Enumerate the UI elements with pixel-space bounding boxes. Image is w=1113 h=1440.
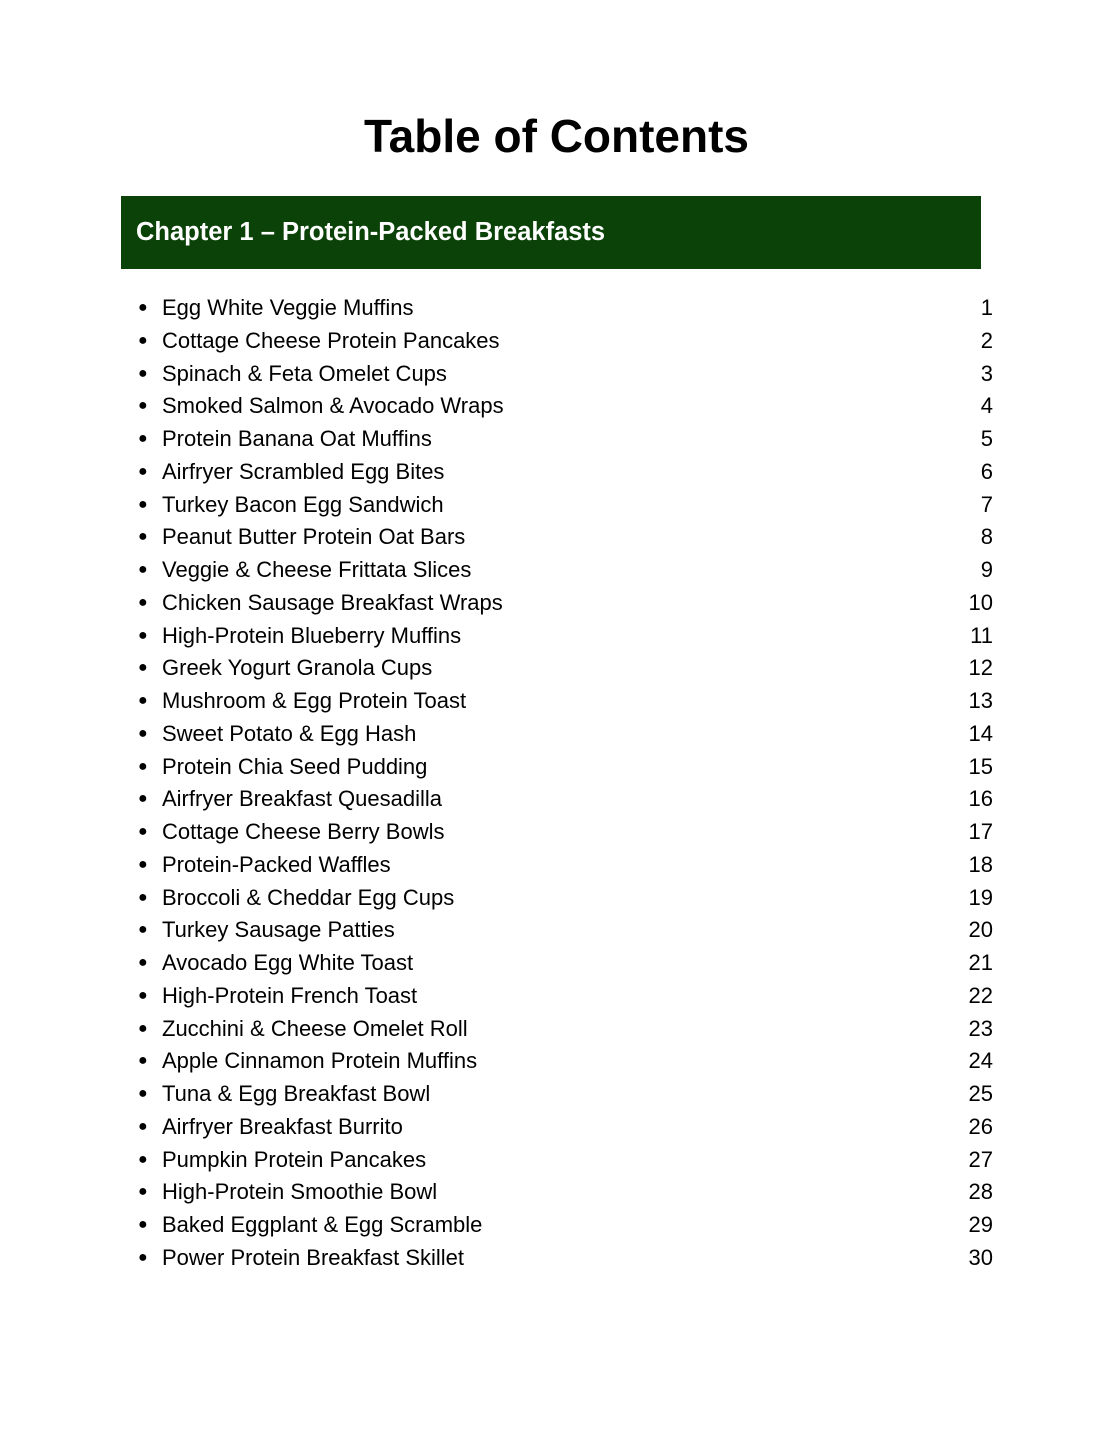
toc-entry[interactable] (134, 489, 996, 522)
toc-entry[interactable] (134, 358, 996, 391)
toc-entry[interactable] (134, 751, 996, 784)
toc-entry-page-number: 27 (968, 1146, 993, 1172)
toc-entry-page-number: 29 (968, 1212, 993, 1237)
toc-entry-page-number: 5 (980, 426, 993, 451)
toc-entry[interactable] (134, 423, 996, 456)
toc-entry-title: Tuna & Egg Breakfast Bowl (162, 1081, 431, 1106)
toc-entry[interactable] (134, 783, 996, 816)
toc-entry-title: Baked Eggplant & Egg Scramble (162, 1212, 483, 1237)
bullet-icon: ● (138, 1248, 148, 1266)
bullet-icon: ● (138, 626, 148, 644)
toc-entry[interactable] (134, 521, 996, 554)
toc-entry-title: Broccoli & Cheddar Egg Cups (162, 884, 455, 910)
toc-entry-title: Airfryer Breakfast Burrito (162, 1113, 403, 1139)
bullet-icon: ● (138, 1052, 148, 1070)
toc-entry[interactable] (134, 456, 996, 489)
bullet-icon: ● (138, 659, 148, 677)
bullet-icon: ● (138, 1216, 148, 1233)
toc-entry[interactable] (134, 849, 996, 882)
toc-entry-title: Protein-Packed Waffles (162, 851, 391, 877)
toc-entry[interactable] (134, 1209, 996, 1242)
toc-entry-title: Cottage Cheese Protein Pancakes (162, 327, 500, 353)
toc-entry-page-number: 22 (968, 982, 993, 1008)
bullet-icon: ● (138, 724, 148, 742)
bullet-icon: ● (138, 1183, 148, 1201)
toc-entry-title: Turkey Sausage Patties (162, 917, 395, 943)
toc-entry[interactable] (134, 325, 996, 358)
toc-entry-page-number: 2 (980, 327, 993, 353)
toc-entry[interactable] (134, 1013, 996, 1046)
bullet-icon: ● (138, 462, 148, 480)
toc-entry-page-number: 6 (980, 458, 993, 484)
page-title: Table of Contents (363, 110, 750, 162)
bullet-icon: ● (138, 1019, 148, 1037)
bullet-icon: ● (138, 528, 148, 546)
toc-entry-title: Protein Chia Seed Pudding (162, 753, 428, 779)
toc-entry-title: Chicken Sausage Breakfast Wraps (162, 589, 503, 615)
bullet-icon: ● (138, 692, 148, 709)
toc-entry-page-number: 16 (968, 786, 993, 812)
toc-entry-title: High-Protein Smoothie Bowl (162, 1179, 438, 1205)
toc-entry-page-number: 28 (968, 1179, 993, 1205)
toc-entry[interactable] (134, 1111, 996, 1144)
bullet-icon: ● (138, 823, 148, 840)
toc-entry-title: Apple Cinnamon Protein Muffins (162, 1048, 478, 1074)
toc-entry[interactable] (134, 1144, 996, 1177)
toc-entry[interactable] (134, 947, 996, 980)
toc-entry-page-number: 23 (968, 1015, 993, 1041)
toc-entry-title: Sweet Potato & Egg Hash (162, 720, 417, 746)
bullet-icon: ● (138, 921, 148, 939)
toc-entry[interactable] (134, 882, 996, 915)
toc-entry-page-number: 30 (968, 1244, 993, 1270)
toc-entry-page-number: 3 (980, 360, 993, 386)
toc-entry-page-number: 11 (970, 622, 993, 648)
bullet-icon: ● (138, 299, 148, 316)
toc-entry-page-number: 14 (968, 720, 993, 746)
toc-entry-title: Airfryer Breakfast Quesadilla (162, 786, 442, 812)
bullet-icon: ● (138, 430, 148, 447)
toc-entry[interactable] (134, 554, 996, 587)
toc-entry-title: Veggie & Cheese Frittata Slices (162, 557, 472, 582)
toc-entry[interactable] (134, 587, 996, 620)
toc-entry-title: Peanut Butter Protein Oat Bars (162, 524, 466, 550)
chapter-title: Chapter 1 – Protein-Packed Breakfasts (136, 218, 606, 246)
toc-entry[interactable] (134, 718, 996, 751)
toc-entry[interactable] (134, 1078, 996, 1111)
toc-entry[interactable] (134, 1242, 996, 1275)
toc-entry-title: Mushroom & Egg Protein Toast (162, 688, 467, 713)
toc-list (134, 292, 996, 1275)
toc-entry-title: High-Protein French Toast (162, 982, 418, 1008)
bullet-icon: ● (138, 757, 148, 775)
bullet-icon: ● (138, 331, 148, 349)
bullet-icon: ● (138, 495, 148, 513)
bullet-icon: ● (138, 986, 148, 1004)
toc-entry-title: Greek Yogurt Granola Cups (162, 655, 433, 681)
toc-entry-page-number: 24 (968, 1048, 993, 1074)
bullet-icon: ● (138, 1117, 148, 1135)
toc-entry-page-number: 26 (968, 1113, 993, 1139)
bullet-icon: ● (138, 888, 148, 906)
toc-entry-page-number: 18 (968, 851, 993, 877)
toc-entry-page-number: 8 (980, 524, 993, 550)
bullet-icon: ● (138, 364, 148, 382)
toc-entry[interactable] (134, 1045, 996, 1078)
toc-entry[interactable] (134, 292, 996, 325)
toc-entry[interactable] (134, 980, 996, 1013)
toc-entry[interactable] (134, 1176, 996, 1209)
bullet-icon: ● (138, 1085, 148, 1102)
toc-entry-page-number: 1 (980, 295, 993, 320)
chapter-banner (121, 196, 981, 269)
toc-entry-title: Smoked Salmon & Avocado Wraps (162, 393, 504, 419)
toc-entry-title: Power Protein Breakfast Skillet (162, 1244, 465, 1270)
toc-entry-title: Spinach & Feta Omelet Cups (162, 360, 447, 386)
toc-entry-page-number: 19 (968, 884, 993, 910)
toc-entry[interactable] (134, 685, 996, 718)
toc-entry-title: Pumpkin Protein Pancakes (162, 1146, 427, 1172)
toc-entry-page-number: 20 (968, 917, 993, 943)
toc-entry-page-number: 21 (968, 950, 993, 975)
toc-entry-page-number: 17 (968, 819, 993, 844)
toc-entry-page-number: 9 (980, 557, 993, 582)
toc-entry-page-number: 7 (980, 491, 993, 517)
toc-entry[interactable] (134, 390, 996, 423)
toc-entry-title: Turkey Bacon Egg Sandwich (162, 491, 444, 517)
bullet-icon: ● (138, 790, 148, 808)
toc-entry[interactable] (134, 914, 996, 947)
toc-entry-title: Protein Banana Oat Muffins (162, 426, 432, 451)
bullet-icon: ● (138, 561, 148, 578)
bullet-icon: ● (138, 1150, 148, 1168)
toc-entry-title: Airfryer Scrambled Egg Bites (162, 458, 445, 484)
toc-entry-title: Cottage Cheese Berry Bowls (162, 819, 445, 844)
toc-entry-page-number: 25 (968, 1081, 993, 1106)
toc-entry[interactable] (134, 620, 996, 653)
toc-entry-title: Zucchini & Cheese Omelet Roll (162, 1015, 468, 1041)
bullet-icon: ● (138, 593, 148, 611)
toc-entry-title: High-Protein Blueberry Muffins (162, 622, 462, 648)
toc-entry-page-number: 10 (968, 589, 993, 615)
toc-entry-title: Egg White Veggie Muffins (162, 295, 414, 320)
toc-entry-page-number: 12 (968, 655, 993, 681)
toc-entry-page-number: 15 (968, 753, 993, 779)
toc-entry[interactable] (134, 816, 996, 849)
bullet-icon: ● (138, 855, 148, 873)
bullet-icon: ● (138, 954, 148, 971)
toc-entry-title: Avocado Egg White Toast (162, 950, 414, 975)
bullet-icon: ● (138, 397, 148, 415)
toc-entry[interactable] (134, 652, 996, 685)
toc-entry-page-number: 13 (968, 688, 993, 713)
toc-entry-page-number: 4 (980, 393, 993, 419)
